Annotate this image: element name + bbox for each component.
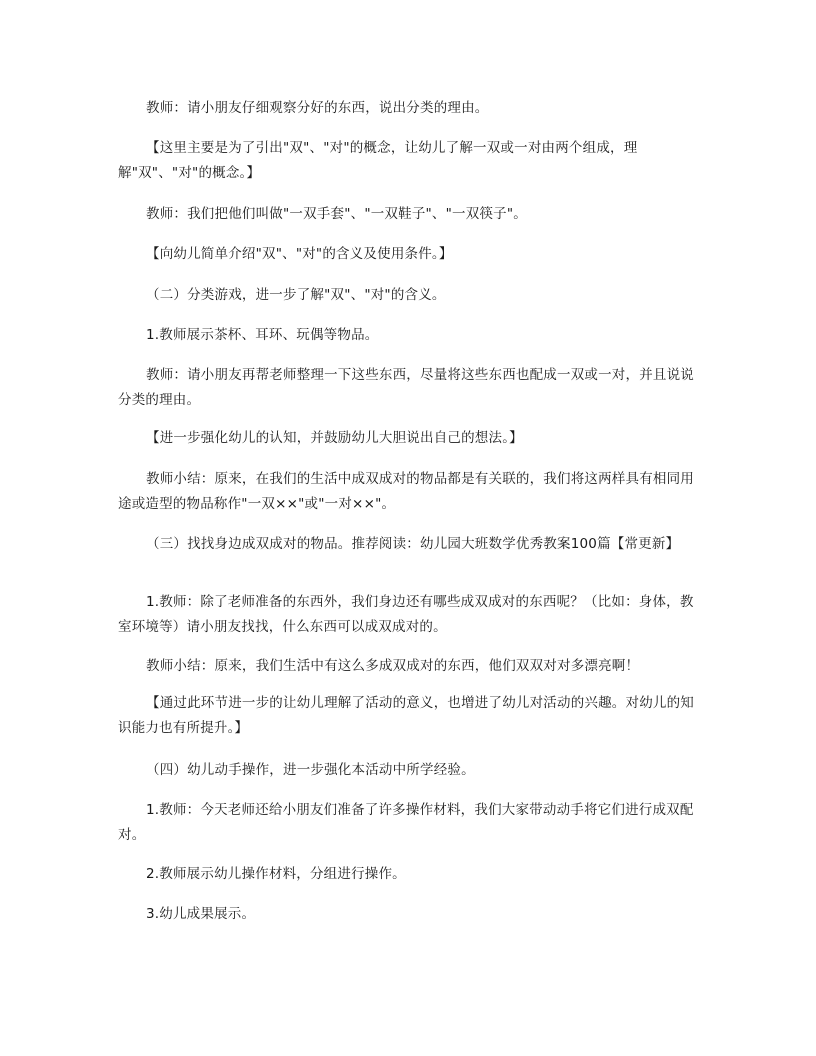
paragraph-6: 1.教师展示茶杯、耳环、玩偶等物品。 bbox=[146, 327, 379, 343]
paragraph-14: （四）幼儿动手操作，进一步强化本活动中所学经验。 bbox=[146, 762, 475, 778]
paragraph-5: （二）分类游戏，进一步了解"双"、"对"的含义。 bbox=[146, 287, 446, 303]
paragraph-7: 教师：请小朋友再帮老师整理一下这些东西，尽量将这些东西也配成一双或一对，并且说说分类的理由。 bbox=[118, 367, 694, 408]
paragraph-1: 教师：请小朋友仔细观察分好的东西，说出分类的理由。 bbox=[146, 100, 489, 116]
paragraph-2: 【这里主要是为了引出"双"、"对"的概念，让幼儿了解一双或一对由两个组成，理解"双"、"对"的概念。】 bbox=[118, 140, 638, 181]
paragraph-15: 1.教师：今天老师还给小朋友们准备了许多操作材料，我们大家带动动手将它们进行成双配对。 bbox=[118, 802, 694, 843]
paragraph-3: 教师：我们把他们叫做"一双手套"、"一双鞋子"、"一双筷子"。 bbox=[146, 206, 527, 222]
paragraph-13: 【通过此环节进一步的让幼儿理解了活动的意义，也增进了幼儿对活动的兴趣。对幼儿的知识能力也有所提升。】 bbox=[118, 695, 694, 736]
paragraph-9: 教师小结：原来，在我们的生活中成双成对的物品都是有关联的，我们将这两样具有相同用途或造型的物品称作"一双××"或"一对××"。 bbox=[118, 471, 694, 512]
paragraph-8: 【进一步强化幼儿的认知，并鼓励幼儿大胆说出自己的想法。】 bbox=[146, 430, 523, 446]
paragraph-10: （三）找找身边成双成对的物品。推荐阅读：幼儿园大班数学优秀教案100篇【常更新】 bbox=[146, 536, 680, 552]
paragraph-11: 1.教师：除了老师准备的东西外，我们身边还有哪些成双成对的东西呢？（比如：身体，教室环境等）请小朋友找找，什么东西可以成双成对的。 bbox=[118, 594, 694, 635]
paragraph-16: 2.教师展示幼儿操作材料，分组进行操作。 bbox=[146, 866, 406, 882]
paragraph-4: 【向幼儿简单介绍"双"、"对"的含义及使用条件。】 bbox=[146, 246, 453, 262]
paragraph-12: 教师小结：原来，我们生活中有这么多成双成对的东西，他们双双对对多漂亮啊！ bbox=[146, 658, 640, 674]
paragraph-17: 3.幼儿成果展示。 bbox=[146, 906, 256, 922]
